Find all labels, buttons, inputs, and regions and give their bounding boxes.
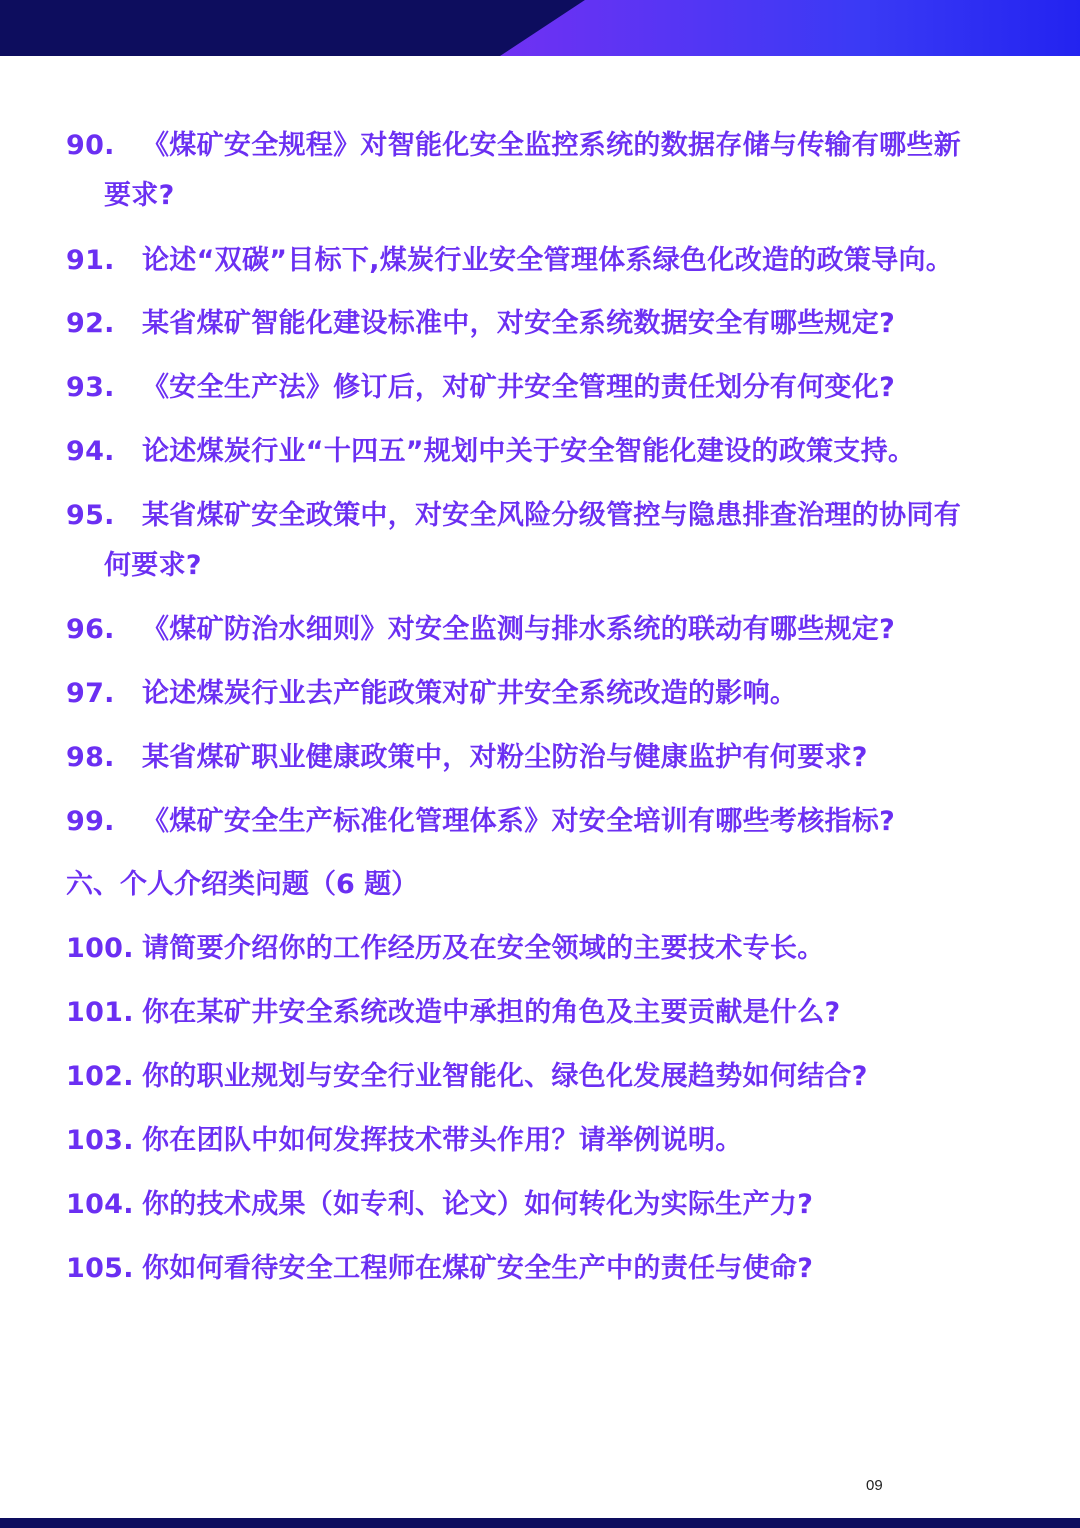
footer-band	[0, 1518, 1080, 1528]
question-number: 104.	[66, 1189, 134, 1220]
question-text: 《煤矿防治水细则》对安全监测与排水系统的联动有哪些规定?	[142, 614, 896, 645]
question-103	[66, 1116, 1026, 1166]
question-number: 103.	[66, 1125, 134, 1156]
question-98	[66, 733, 1026, 783]
question-text: 你的职业规划与安全行业智能化、绿色化发展趋势如何结合?	[142, 1061, 868, 1092]
question-number: 99.	[66, 806, 115, 837]
question-105	[66, 1244, 1026, 1294]
question-text: 你在某矿井安全系统改造中承担的角色及主要贡献是什么?	[142, 997, 841, 1028]
question-text: 请简要介绍你的工作经历及在安全领域的主要技术专长。	[142, 933, 825, 964]
question-text: 《煤矿安全生产标准化管理体系》对安全培训有哪些考核指标?	[142, 806, 896, 837]
question-text-line1: 某省煤矿安全政策中，对安全风险分级管控与隐患排查治理的协同有	[142, 500, 961, 531]
question-104	[66, 1180, 1026, 1230]
header-band	[0, 0, 1080, 56]
question-number: 91.	[66, 245, 115, 276]
question-95-line2	[66, 541, 1026, 591]
question-99	[66, 797, 1026, 847]
question-text: 论述煤炭行业去产能政策对矿井安全系统改造的影响。	[142, 678, 798, 709]
question-number: 105.	[66, 1253, 134, 1284]
question-100	[66, 924, 1026, 974]
question-number: 95.	[66, 500, 115, 531]
question-92	[66, 299, 1026, 349]
page-number: 09	[866, 1477, 883, 1494]
question-96	[66, 605, 1026, 655]
question-97	[66, 669, 1026, 719]
question-text: 你如何看待安全工程师在煤矿安全生产中的责任与使命?	[142, 1253, 814, 1284]
question-text-line1: 《煤矿安全规程》对智能化安全监控系统的数据存储与传输有哪些新	[142, 130, 961, 161]
question-95	[66, 491, 1026, 541]
question-number: 102.	[66, 1061, 134, 1092]
question-number: 96.	[66, 614, 115, 645]
question-text-line2: 何要求?	[104, 550, 202, 581]
question-number: 93.	[66, 372, 115, 403]
question-text: 某省煤矿智能化建设标准中，对安全系统数据安全有哪些规定?	[142, 308, 896, 339]
question-number: 97.	[66, 678, 115, 709]
question-90	[66, 121, 1026, 171]
question-number: 100.	[66, 933, 134, 964]
question-number: 92.	[66, 308, 115, 339]
question-text: 某省煤矿职业健康政策中，对粉尘防治与健康监护有何要求?	[142, 742, 868, 773]
question-93	[66, 363, 1026, 413]
question-text: 《安全生产法》修订后，对矿井安全管理的责任划分有何变化?	[142, 372, 896, 403]
question-number: 90.	[66, 130, 115, 161]
section-title: 六、个人介绍类问题（6 题）	[66, 869, 419, 900]
question-94	[66, 427, 1026, 477]
question-90-line2	[66, 171, 1026, 221]
question-text-line2: 要求?	[104, 180, 175, 211]
question-102	[66, 1052, 1026, 1102]
question-number: 101.	[66, 997, 134, 1028]
question-text: 论述煤炭行业“十四五”规划中关于安全智能化建设的政策支持。	[142, 436, 916, 467]
question-text: 你的技术成果（如专利、论文）如何转化为实际生产力?	[142, 1189, 814, 1220]
question-number: 98.	[66, 742, 115, 773]
question-text: 你在团队中如何发挥技术带头作用？请举例说明。	[142, 1125, 743, 1156]
question-91	[66, 236, 1026, 286]
question-text: 论述“双碳”目标下,煤炭行业安全管理体系绿色化改造的政策导向。	[142, 245, 954, 276]
question-101	[66, 988, 1026, 1038]
question-number: 94.	[66, 436, 115, 467]
